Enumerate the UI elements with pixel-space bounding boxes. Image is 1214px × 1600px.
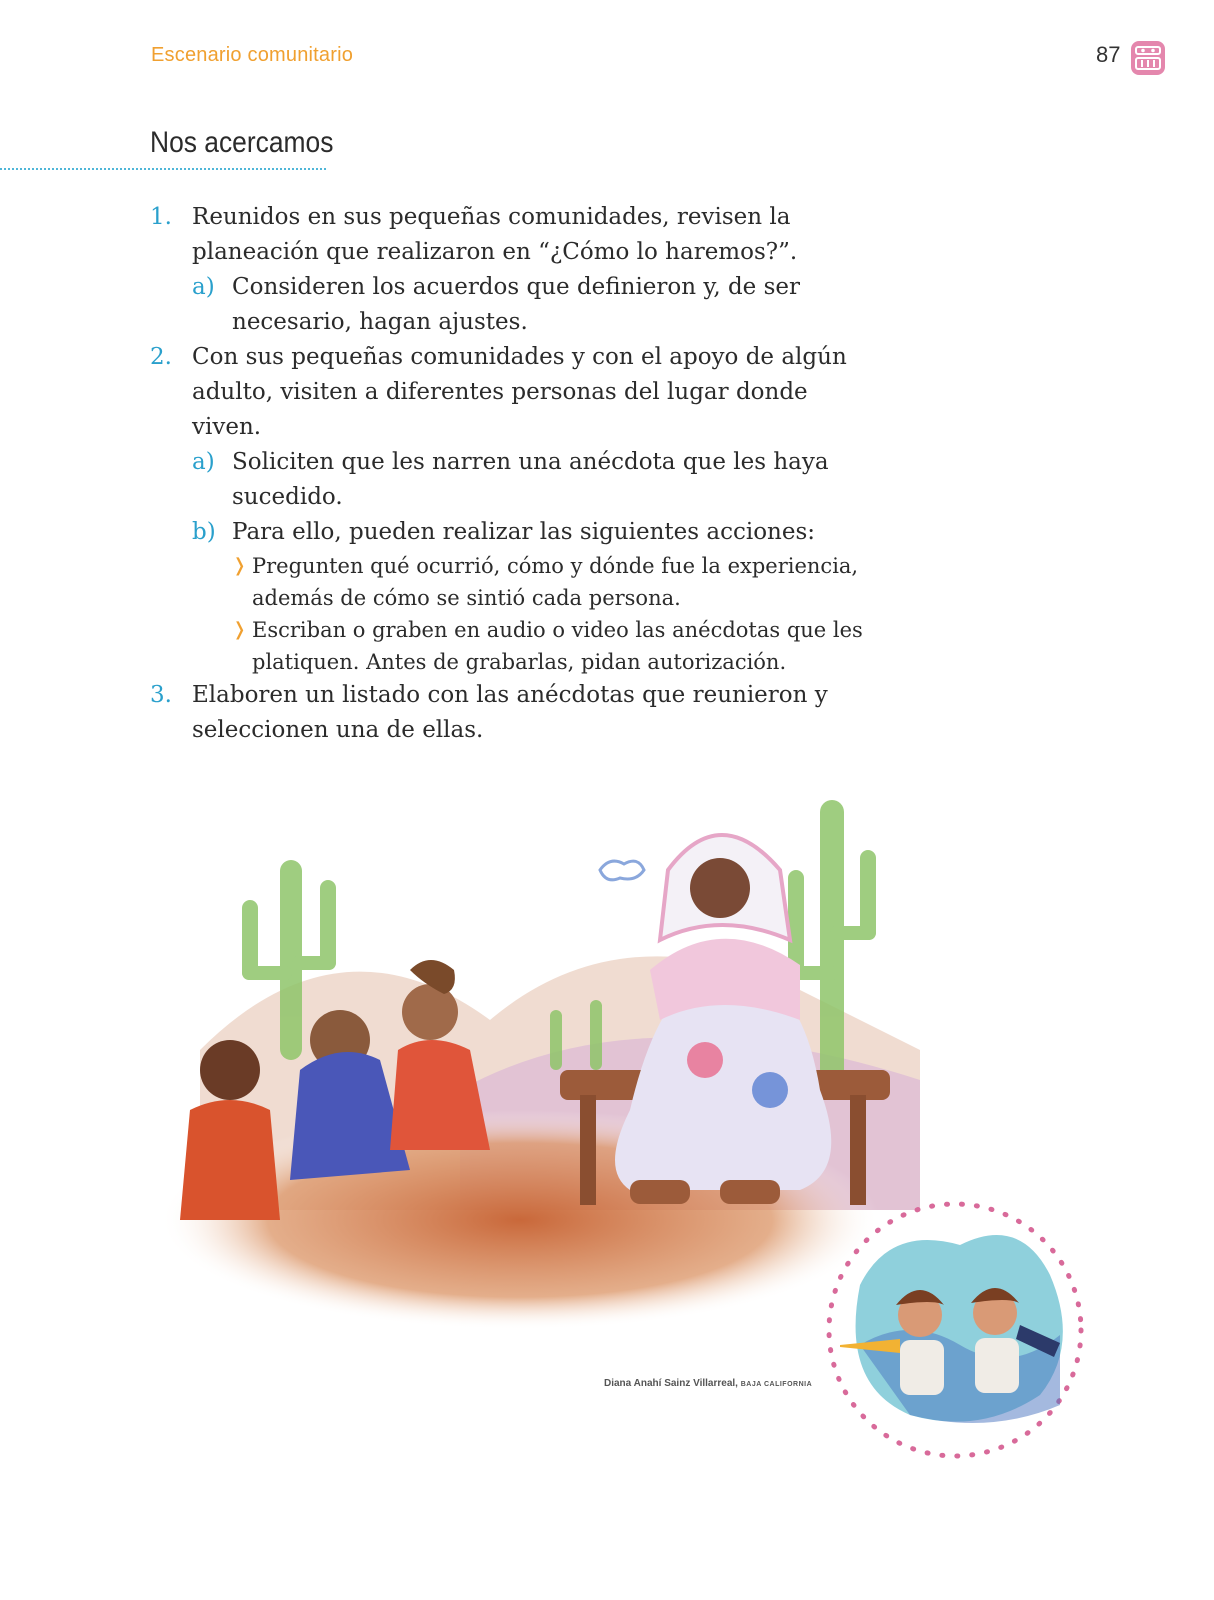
- step-1: [150, 200, 870, 340]
- musicians-badge: [820, 1195, 1090, 1465]
- sub-text: Soliciten que les narren una anécdota que les haya sucedido.: [232, 449, 829, 510]
- credit-name: Diana Anahí Sainz Villarreal,: [604, 1378, 738, 1389]
- sub-letter: b): [192, 519, 216, 545]
- step-text: Con sus pequeñas comunidades y con el apoyo de algún adulto, visiten a diferentes personas del lugar donde viven.: [192, 344, 847, 440]
- sub-item: [192, 445, 870, 515]
- bullet-text: Pregunten qué ocurrió, cómo y dónde fue la experiencia, además de cómo se sintió cada persona.: [252, 554, 859, 610]
- credit-region: BAJA CALIFORNIA: [740, 1381, 813, 1388]
- sub-item: [192, 515, 870, 678]
- step-text: Elaboren un listado con las anécdotas que reunieron y seleccionen una de ellas.: [192, 682, 828, 743]
- step-text: Reunidos en sus pequeñas comunidades, revisen la planeación que realizaron en “¿Cómo lo haremos?”.: [192, 204, 798, 265]
- step-number: 3.: [150, 682, 172, 708]
- sub-text: Para ello, pueden realizar las siguientes acciones:: [232, 519, 816, 545]
- bullet-item: [232, 550, 870, 614]
- activity-steps: [150, 200, 870, 748]
- sub-letter: a): [192, 274, 215, 300]
- illustration-credit: [604, 1378, 812, 1389]
- sub-letter: a): [192, 449, 215, 475]
- bullet-item: [232, 614, 870, 678]
- step-3: [150, 678, 870, 748]
- step-number: 1.: [150, 204, 172, 230]
- bullet-list: [232, 550, 870, 678]
- chevron-bullet-icon: ❭: [232, 555, 248, 576]
- sub-text: Consideren los acuerdos que definieron y, de ser necesario, hagan ajustes.: [232, 274, 800, 335]
- step-number: 2.: [150, 344, 172, 370]
- page-number: 87: [1096, 42, 1121, 67]
- step-2: [150, 340, 870, 678]
- sub-item: [192, 270, 870, 340]
- title-underline: [0, 168, 326, 170]
- codex-glyph-icon: [1130, 40, 1166, 76]
- section-title: Nos acercamos: [150, 126, 334, 159]
- bullet-text: Escriban o graben en audio o video las anécdotas que les platiquen. Antes de grabarlas, pidan autorización.: [252, 618, 863, 674]
- chevron-bullet-icon: ❭: [232, 619, 248, 640]
- section-label: Escenario comunitario: [151, 44, 354, 66]
